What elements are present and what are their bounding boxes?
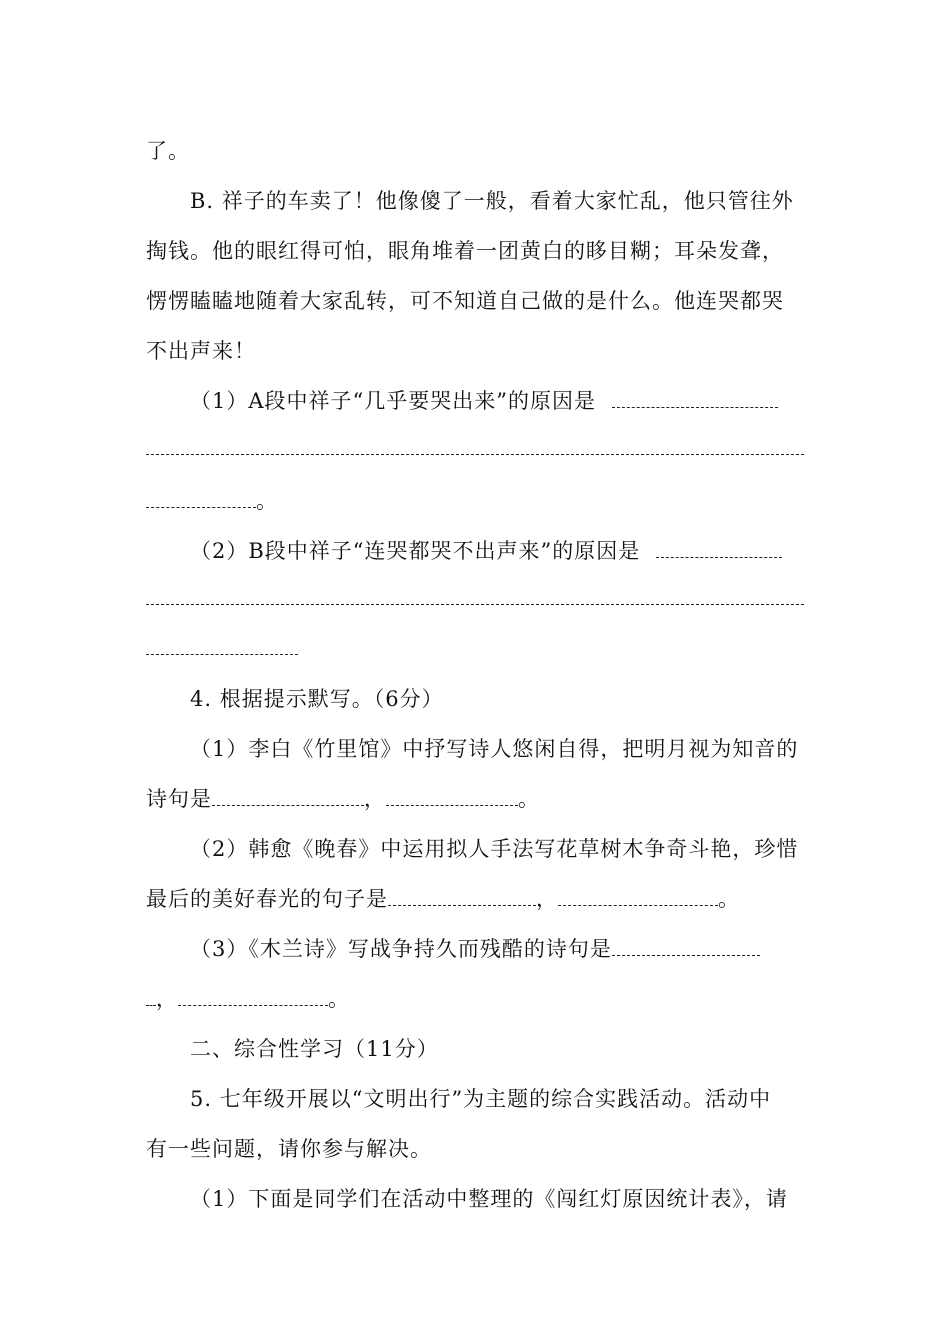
period: 。 bbox=[256, 489, 278, 513]
section-2-title: 二、综合性学习（11分） bbox=[190, 1037, 439, 1061]
question-4-3 bbox=[190, 934, 806, 964]
passage-b-line: B. 祥子的车卖了！他像傻了一般，看着大家忙乱，他只管往外 bbox=[190, 189, 794, 213]
question-4-2-prompt: 最后的美好春光的句子是 bbox=[146, 887, 388, 911]
question-5-cont: 有一些问题，请你参与解决。 bbox=[146, 1137, 432, 1161]
question-4-1-prompt: 诗句是 bbox=[146, 787, 212, 811]
question-5-1: （1）下面是同学们在活动中整理的《闯红灯原因统计表》，请 bbox=[190, 1187, 788, 1211]
answer-blank[interactable] bbox=[558, 887, 718, 906]
period: 。 bbox=[518, 787, 540, 811]
answer-blank-line[interactable] bbox=[146, 654, 298, 655]
comma: ， bbox=[364, 787, 386, 811]
answer-blank[interactable] bbox=[388, 887, 536, 906]
passage-b-line: 愣愣瞌瞌地随着大家乱转，可不知道自己做的是什么。他连哭都哭 bbox=[146, 289, 784, 313]
question-3-2 bbox=[190, 536, 806, 566]
period: 。 bbox=[718, 887, 740, 911]
question-4-3-answer bbox=[146, 984, 806, 1014]
question-3-1-text: （1）A段中祥子“几乎要哭出来”的原因是 bbox=[190, 389, 596, 413]
answer-blank-end bbox=[146, 486, 806, 516]
answer-blank[interactable] bbox=[212, 787, 364, 806]
answer-blank[interactable] bbox=[146, 987, 156, 1006]
answer-blank[interactable] bbox=[178, 987, 328, 1006]
passage-b-line: 不出声来！ bbox=[146, 339, 256, 363]
question-4-1-answer bbox=[146, 784, 806, 814]
question-5: 5. 七年级开展以“文明出行”为主题的综合实践活动。活动中 bbox=[190, 1087, 772, 1111]
answer-blank-line[interactable] bbox=[146, 604, 804, 605]
question-4-2: （2）韩愈《晚春》中运用拟人手法写花草树木争奇斗艳，珍惜 bbox=[190, 837, 799, 861]
question-4-3-text: （3）《木兰诗》写战争持久而残酷的诗句是 bbox=[190, 937, 612, 961]
comma: ， bbox=[536, 887, 558, 911]
question-3-1 bbox=[190, 386, 806, 416]
answer-blank[interactable] bbox=[656, 539, 782, 558]
answer-blank[interactable] bbox=[386, 787, 518, 806]
answer-blank[interactable] bbox=[612, 937, 760, 956]
period: 。 bbox=[328, 987, 350, 1011]
passage-b-line: 掏钱。他的眼红得可怕，眼角堆着一团黄白的眵目糊；耳朵发聋， bbox=[146, 239, 784, 263]
comma: ， bbox=[156, 987, 178, 1011]
text-line: 了。 bbox=[146, 139, 190, 163]
question-3-2-text: （2）B段中祥子“连哭都哭不出声来”的原因是 bbox=[190, 539, 641, 563]
answer-blank[interactable] bbox=[612, 389, 778, 408]
question-4-title: 4. 根据提示默写。（6分） bbox=[190, 687, 444, 711]
question-4-2-answer bbox=[146, 884, 806, 914]
question-4-1: （1）李白《竹里馆》中抒写诗人悠闲自得，把明月视为知音的 bbox=[190, 737, 799, 761]
answer-blank-line[interactable] bbox=[146, 454, 804, 455]
answer-blank[interactable] bbox=[146, 489, 256, 508]
